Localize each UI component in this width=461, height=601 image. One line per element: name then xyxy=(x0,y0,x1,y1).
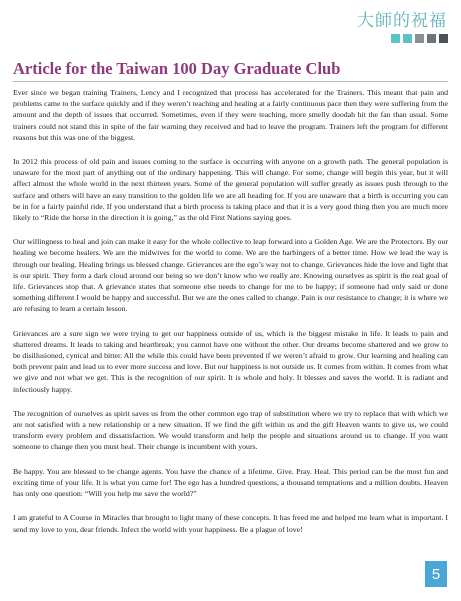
decor-square xyxy=(391,34,400,43)
paragraph: In 2012 this process of old pain and issues coming to the surface is occurring with anyone on a growth path. The general population is unaware for the most part of anything out of the ordinary happening. This will change. For some, change will begin this year, but it will affect almost the whole world in the next thirteen years. Some of the general population will suffer greatly as issues push through to the surface and others will have an easy transition to the golden life we are all heading for. If you are unaware that a birth is occurring you can be in for a fairly painful ride. If you understand that a birth process is taking place and that it is a very good thing then you are much more likely to “Ride the horse in the direction it is going,” as the old First Nations saying goes. xyxy=(13,157,448,223)
paragraph: Ever since we began training Trainers, Lency and I recognized that process has accelerated for the Trainers. This meant that pain and problems came to the surface quickly and if they weren’t teaching and healing at a fairly continuous pace then they were suffering from the amount and the depth of issues that occurred. Sometimes, even if they were teaching, more smelly doodah hit the fan than usual. Some trainers could not stand this in spite of the fair warning they received and had to leave the program. Trainers left the program for different reasons but this was one of the biggest. xyxy=(13,88,448,142)
paragraph: Our willingness to heal and join can make it easy for the whole collective to leap forward into a Golden Age. We are the Protectors. By our healing we become healers. We are the midwives for the world to come. We are the harbingers of a better time. How we lead the way is through our healing. Healing brings us blessed change. Grievances are the ego’s way not to change. Grievances hide the love and light that is our spirit. They form a dark cloud around our being so we don’t know who we really are. Knowing ourselves as spirit is the real goal of life. Grievances stop that. A grievance states that someone else needs to change for me to be happy; if someone had only said or done something different I would be happy and successful. But we are the ones called to change. Pain is our resistance to change; it is where we are refusing to learn a certain lesson. xyxy=(13,237,448,314)
decor-square xyxy=(439,34,448,43)
decor-square xyxy=(403,34,412,43)
article-title: Article for the Taiwan 100 Day Graduate Club xyxy=(13,59,341,78)
page-number: 5 xyxy=(425,561,447,587)
paragraph: The recognition of ourselves as spirit saves us from the other common ego trap of substitution where we try to replace that with which we are not satisfied with a new relationship or a new situation. If we find the gift within us and the gift Heaven wants to give us, we could transform every problem and dissatisfaction. We would transform and help the people and situations around us to change. If you want someone to change then you must heal. Their change is incumbent with yours. xyxy=(13,408,448,452)
paragraph: Be happy. You are blessed to be change agents. You have the chance of a lifetime. Give. Pray. Heal. This period can be the most fun and exciting time of your life. It is what you came for! The ego has a hundred questions, a thousand temptations and a million doubts. Heaven has only one question: “Will you help me save the world?” xyxy=(13,466,448,499)
decor-square xyxy=(415,34,424,43)
article-header xyxy=(13,59,448,82)
decorative-squares xyxy=(391,34,448,43)
paragraph: I am grateful to A Course in Miracles that brought to light many of these concepts. It has freed me and helped me learn what is important. I send my love to you, dear friends. Infect the world with your happiness. Be a plague of love! xyxy=(13,513,448,534)
article-body xyxy=(13,87,448,548)
brand-title: 大師的祝福 xyxy=(357,11,447,31)
decor-square xyxy=(427,34,436,43)
paragraph: Grievances are a sure sign we were trying to get our happiness outside of us, which is the biggest mistake in life. It leads to pain and shattered dreams. It leads to taking and heartbreak; you cannot have one without the other. Our dreams become shattered and we grow to be disillusioned, cynical and bitter. All the while this could have been prevented if we weren’t afraid to grow. Our learning and healing can both prevent pain and lead us to ever more success and love. But our happiness is not outside us. It comes from within. It comes from what we give and not what we get. This is the recognition of our spirit. It is whole and holy. It blesses and saves the world. It is radiant and infectiously happy. xyxy=(13,328,448,394)
